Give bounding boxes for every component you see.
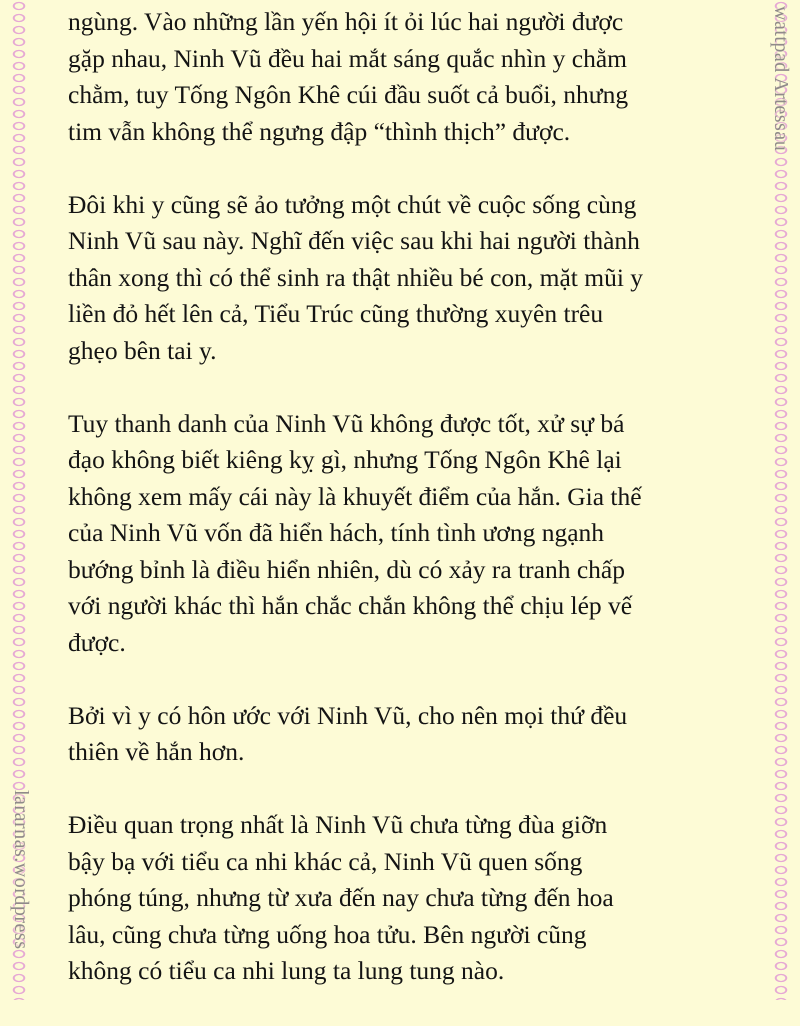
paragraph-3 (68, 406, 758, 662)
text-line: Đôi khi y cũng sẽ ảo tưởng một chút về cuộc sống cùng (68, 189, 637, 219)
text-line: lâu, cũng chưa từng uống hoa tửu. Bên người cũng (68, 919, 587, 949)
text-line: bướng bỉnh là điều hiển nhiên, dù có xảy ra tranh chấp (68, 554, 625, 584)
text-line: Tuy thanh danh của Ninh Vũ không được tốt, xử sự bá (68, 408, 625, 438)
text-line: chằm, tuy Tống Ngôn Khê cúi đầu suốt cả buổi, nhưng (68, 80, 629, 109)
text-line: phóng túng, nhưng từ xưa đến nay chưa từng đến hoa (68, 883, 614, 912)
paragraph-2 (68, 187, 758, 370)
text-line: bậy bạ với tiểu ca nhi khác cả, Ninh Vũ quen sống (68, 846, 583, 876)
paragraph-4 (68, 698, 758, 771)
text-line: thiên về hắn hơn. (68, 737, 245, 766)
text-line: Điều quan trọng nhất là Ninh Vũ chưa từng đùa giỡn (68, 810, 608, 839)
paragraph-1 (68, 4, 758, 150)
story-text (68, 4, 758, 1026)
text-line: ghẹo bên tai y. (68, 335, 217, 365)
text-line: tim vẫn không thể ngưng đập “thình thịch” được. (68, 116, 571, 146)
watermark-right: wattpad Artessau (770, 6, 792, 152)
paragraph-5 (68, 807, 758, 990)
text-line: không xem mấy cái này là khuyết điểm của hắn. Gia thế (68, 481, 642, 511)
text-line: gặp nhau, Ninh Vũ đều hai mắt sáng quắc nhìn y chằm (68, 43, 627, 73)
text-line: Bởi vì y có hôn ước với Ninh Vũ, cho nên mọi thứ đều (68, 700, 628, 730)
text-line: được. (68, 627, 126, 657)
text-line: của Ninh Vũ vốn đã hiển hách, tính tình ương ngạnh (68, 518, 605, 547)
watermark-left: lararnas.wordpress (10, 790, 32, 950)
text-line: Ninh Vũ sau này. Nghĩ đến việc sau khi hai người thành (68, 226, 640, 255)
text-line: liền đỏ hết lên cả, Tiểu Trúc cũng thường xuyên trêu (68, 299, 604, 328)
text-line: không có tiểu ca nhi lung ta lung tung nào. (68, 956, 505, 985)
text-line: thân xong thì có thể sinh ra thật nhiều bé con, mặt mũi y (68, 262, 644, 292)
text-line: ngùng. Vào những lần yến hội ít ỏi lúc hai người được (68, 7, 624, 36)
text-line: với người khác thì hắn chắc chắn không thể chịu lép vế (68, 591, 633, 620)
text-line: đạo không biết kiêng kỵ gì, nhưng Tống Ngôn Khê lại (68, 445, 622, 474)
